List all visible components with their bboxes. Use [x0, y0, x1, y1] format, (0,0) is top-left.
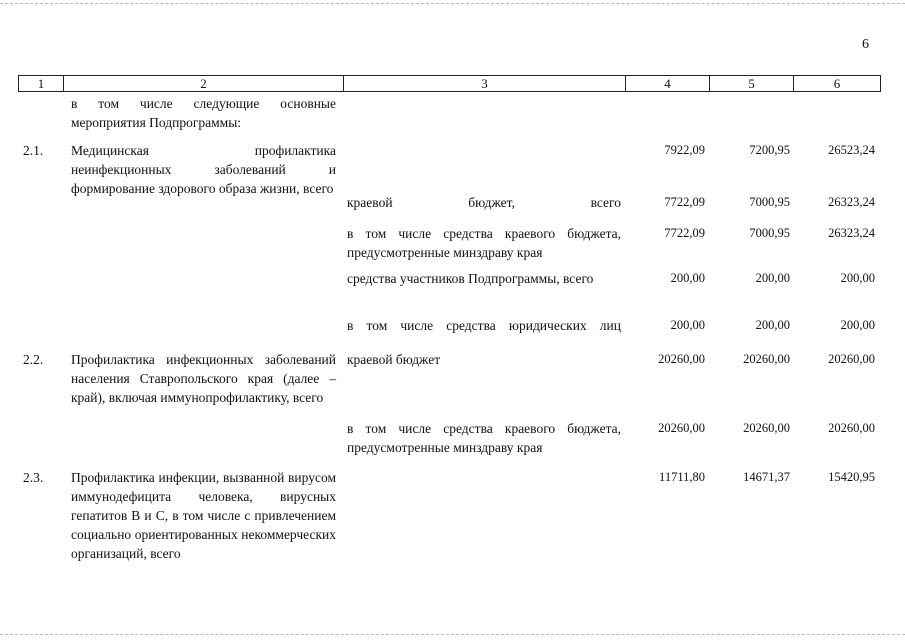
funding-source-label: в том числе средства краевого бюджета, предусмотренные минздраву края	[347, 226, 621, 260]
value-col-5: 200,00	[755, 271, 790, 285]
funding-source-label: средства участников Подпрограммы, всего	[347, 271, 594, 286]
scan-edge-bottom	[0, 634, 905, 635]
value-col-5: 14671,37	[743, 470, 790, 484]
measure-name: Профилактика инфекционных заболеваний населения Ставропольского края (далее – край), включая иммунопрофилактику, всего	[71, 352, 336, 405]
value-col-5: 7000,95	[749, 195, 790, 209]
funding-source-label: краевой бюджет, всего	[347, 195, 621, 210]
value-col-4: 20260,00	[658, 352, 705, 366]
column-header-6: 6	[794, 76, 881, 92]
value-col-4: 7922,09	[664, 143, 705, 157]
value-col-6: 200,00	[840, 271, 875, 285]
value-col-4: 7722,09	[664, 226, 705, 240]
value-col-6: 15420,95	[828, 470, 875, 484]
column-header-table	[18, 75, 881, 92]
column-header-1: 1	[19, 76, 64, 92]
value-col-4: 11711,80	[659, 470, 705, 484]
value-col-4: 200,00	[670, 318, 705, 332]
value-col-5: 7200,95	[749, 143, 790, 157]
measure-name: Профилактика инфекции, вызванной вирусом иммунодефицита человека, вирусных гепатитов В и С, в том числе с привлечением социально ориентированных некоммерческих организаций, всего	[71, 470, 336, 561]
row-number: 2.1.	[23, 143, 44, 158]
column-header-row	[19, 76, 881, 92]
value-col-6: 200,00	[840, 318, 875, 332]
funding-source-label: краевой бюджет	[347, 352, 441, 367]
value-col-6: 26523,24	[828, 143, 875, 157]
value-col-4: 7722,09	[664, 195, 705, 209]
value-col-5: 20260,00	[743, 352, 790, 366]
value-col-5: 7000,95	[749, 226, 790, 240]
value-col-5: 200,00	[755, 318, 790, 332]
funding-source-label: в том числе средства краевого бюджета, предусмотренные минздраву края	[347, 421, 621, 455]
column-header-4: 4	[626, 76, 710, 92]
measure-name: Медицинская профилактика неинфекционных заболеваний и формирование здорового образа жизни, всего	[71, 143, 336, 196]
column-header-2: 2	[64, 76, 344, 92]
value-col-6: 20260,00	[828, 421, 875, 435]
scan-edge-top	[0, 3, 905, 4]
intro-text: в том числе следующие основные мероприятия Подпрограммы:	[71, 96, 336, 130]
value-col-4: 20260,00	[658, 421, 705, 435]
funding-source-label: в том числе средства юридических лиц	[347, 318, 621, 333]
value-col-6: 26323,24	[828, 226, 875, 240]
value-col-5: 20260,00	[743, 421, 790, 435]
column-header-5: 5	[710, 76, 794, 92]
value-col-6: 20260,00	[828, 352, 875, 366]
row-number: 2.3.	[23, 470, 44, 485]
page-number: 6	[862, 37, 869, 52]
row-number: 2.2.	[23, 352, 44, 367]
column-header-3: 3	[344, 76, 626, 92]
value-col-6: 26323,24	[828, 195, 875, 209]
value-col-4: 200,00	[670, 271, 705, 285]
